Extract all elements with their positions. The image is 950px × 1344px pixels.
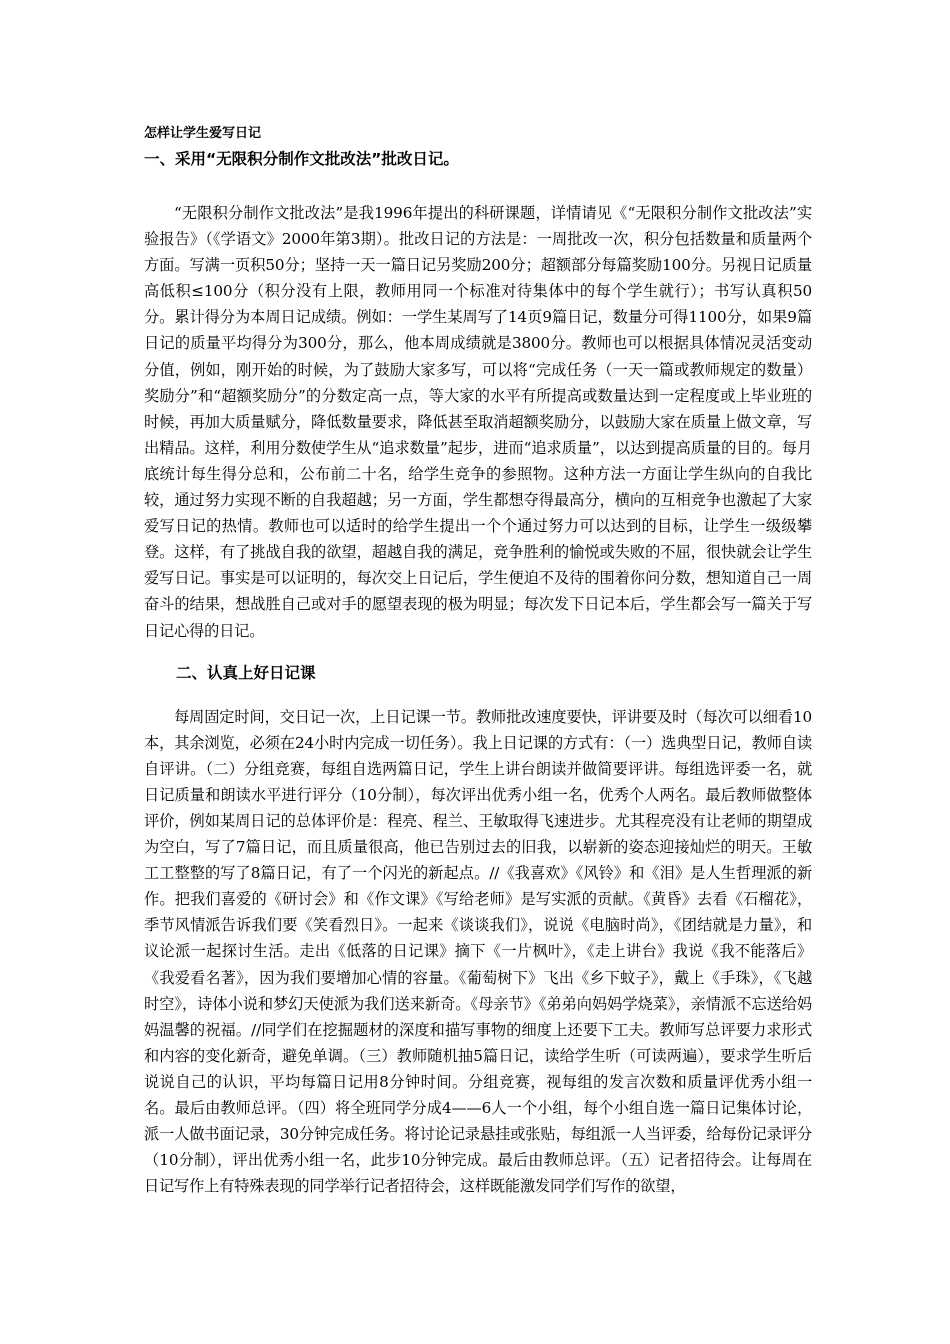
section-1-heading: 一、采用“无限积分制作文批改法”批改日记。: [144, 150, 459, 168]
document-title: 怎样让学生爱写日记: [144, 126, 262, 141]
section-1-paragraph: “无限积分制作文批改法”是我1996年提出的科研课题，详情请见《“无限积分制作文批改法”实验报告》（《学语文》2000年第3期）。批改日记的方法是：一周批改一次，积分包括数量和质量两个方面。写满一页积50分；坚持一天一篇日记另奖励200分；超额部分每篇奖励100分。另视日记质量高低积≤100分（积分没有上限，教师用同一个标准对待集体中的每个学生就行）；书写认真积50分。累计得分为本周日记成绩。例如：一学生某周写了14页9篇日记，数量分可得1100分，如果9篇日记的质量平均得分为300分，那么，他本周成绩就是3800分。教师也可以根据具体情况灵活变动分值，例如，刚开始的时候，为了鼓励大家多写，可以将“完成任务（一天一篇或教师规定的数量）奖励分”和“超额奖励分”的分数定高一点，等大家的水平有所提高或数量达到一定程度或上毕业班的时候，再加大质量赋分，降低数量要求，降低甚至取消超额奖励分，以鼓励大家在质量上做文章，写出精品。这样，利用分数使学生从“追求数量”起步，进而“追求质量”，以达到提高质量的目的。每月底统计每生得分总和，公布前二十名，给学生竞争的参照物。这种方法一方面让学生纵向的自我比较，通过努力实现不断的自我超越；另一方面，学生都想夺得最高分，横向的互相竞争也激起了大家爱写日记的热情。教师也可以适时的给学生提出一个个通过努力可以达到的目标，让学生一级级攀登。这样，有了挑战自我的欲望，超越自我的满足，竞争胜利的愉悦或失败的不屈，很快就会让学生爱写日记。事实是可以证明的，每次交上日记后，学生便迫不及待的围着你问分数，想知道自己一周奋斗的结果，想战胜自己或对手的愿望表现的极为明显；每次发下日记本后，学生都会写一篇关于写日记心得的日记。: [144, 204, 812, 640]
section-2-heading: 二、认真上好日记课: [176, 663, 316, 682]
document-page: [144, 124, 812, 1199]
section-2-paragraph: 每周固定时间，交日记一次，上日记课一节。教师批改速度要快，评讲要及时（每次可以细看10本，其余浏览，必须在24小时内完成一切任务）。我上日记课的方式有：（一）选典型日记，教师自读自评讲。（二）分组竞赛，每组自选两篇日记，学生上讲台朗读并做简要评讲。每组选评委一名，就日记质量和朗读水平进行评分（10分制），每次评出优秀小组一名，优秀个人两名。最后教师做整体评价，例如某周日记的总体评价是：程亮、程兰、王敏取得飞速进步。尤其程亮没有让老师的期望成为空白，写了7篇日记，而且质量很高，他已告别过去的旧我，以崭新的姿态迎接灿烂的明天。王敏工工整整的写了8篇日记，有了一个闪光的新起点。//《我喜欢》《风铃》和《泪》是人生哲理派的新作。把我们喜爱的《研讨会》和《作文课》《写给老师》是写实派的贡献。《黄昏》去看《石榴花》，季节风情派告诉我们要《笑看烈日》。一起来《谈谈我们》，说说《电脑时尚》，《团结就是力量》，和议论派一起探讨生活。走出《低落的日记课》摘下《一片枫叶》，《走上讲台》我说《我不能落后》《我爱看名著》，因为我们要增加心情的容量。《葡萄树下》飞出《乡下蚊子》，戴上《手珠》，《飞越时空》，诗体小说和梦幻天使派为我们送来新奇。《母亲节》《弟弟向妈妈学烧菜》，亲情派不忘送给妈妈温馨的祝福。//同学们在挖掘题材的深度和描写事物的细度上还要下工夫。教师写总评要力求形式和内容的变化新奇，避免单调。（三）教师随机抽5篇日记，读给学生听（可读两遍），要求学生听后说说自己的认识，平均每篇日记用8分钟时间。分组竞赛，视每组的发言次数和质量评优秀小组一名。最后由教师总评。（四）将全班同学分成4——6人一个小组，每个小组自选一篇日记集体讨论，派一人做书面记录，30分钟完成任务。将讨论记录悬挂或张贴，每组派一人当评委，给每份记录评分（10分制），评出优秀小组一名，此步10分钟完成。最后由教师总评。（五）记者招待会。让每周在日记写作上有特殊表现的同学举行记者招待会，这样既能激发同学们写作的欲望，: [144, 707, 812, 1196]
